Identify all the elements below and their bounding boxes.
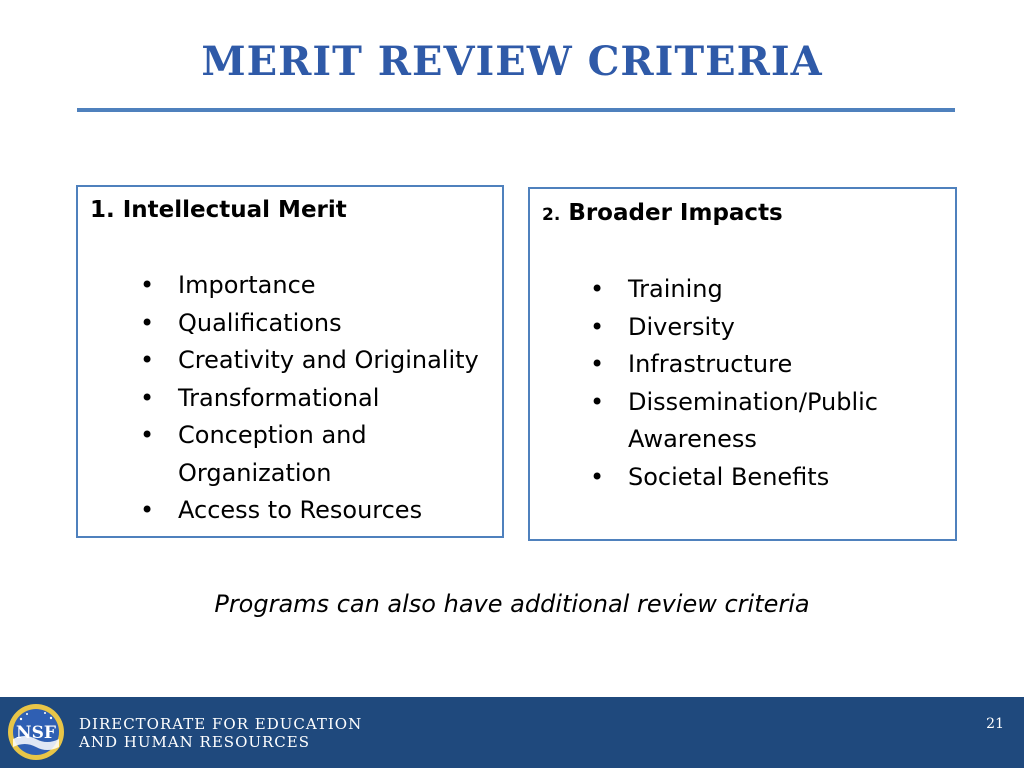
list-item: • Societal Benefits — [590, 459, 950, 497]
list-item: • Infrastructure — [590, 346, 950, 384]
logo-text: NSF — [16, 723, 56, 743]
list-item: • Access to Resources — [140, 492, 500, 530]
list-item: • Transformational — [140, 380, 500, 418]
slide-title: MERIT REVIEW CRITERIA — [201, 38, 823, 85]
broader-impacts-list — [590, 271, 950, 496]
list-item: • Dissemination/Public Awareness — [590, 384, 950, 459]
additional-criteria-note: Programs can also have additional review criteria — [214, 590, 810, 618]
broader-impacts-heading — [542, 200, 783, 226]
broader-impacts-number: 2. — [542, 205, 561, 225]
nsf-logo-icon — [7, 703, 65, 761]
list-item: • Importance — [140, 267, 500, 305]
intellectual-merit-list — [140, 267, 500, 530]
footer-bar — [0, 697, 1024, 768]
list-item: • Training — [590, 271, 950, 309]
list-item: • Creativity and Originality — [140, 342, 500, 380]
directorate-line-2: AND HUMAN RESOURCES — [79, 733, 311, 751]
title-divider — [77, 108, 955, 112]
intellectual-merit-box — [76, 185, 504, 538]
broader-impacts-title: Broader Impacts — [568, 200, 783, 226]
broader-impacts-box — [528, 187, 957, 541]
list-item: • Diversity — [590, 309, 950, 347]
list-item: • Conception and Organization — [140, 417, 500, 492]
intellectual-merit-heading: 1. Intellectual Merit — [90, 197, 347, 223]
directorate-line-1: DIRECTORATE FOR EDUCATION — [79, 715, 363, 733]
page-number: 21 — [986, 716, 1004, 732]
list-item: • Qualifications — [140, 305, 500, 343]
